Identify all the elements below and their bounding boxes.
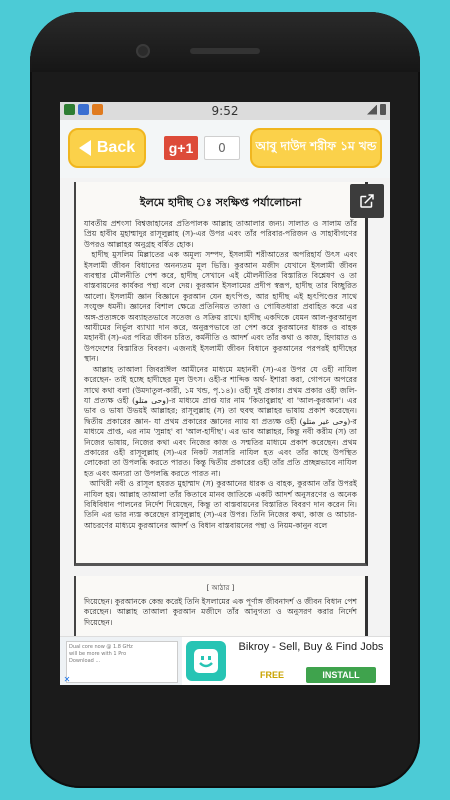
page-2-body-text: দিয়েছেন। কুরআনকে কেন্দ্র করেই তিনি ইসলামের এক পূর্ণাঙ্গ জীবনাদর্শ ও জীবন বিধান পেশ করেছেন। আল্লাহ তাআলা কুরআন মজীদে তাঁর আনুগত্য ও অনুসরণ করার নির্দেশ দিয়েছেন।: [84, 597, 360, 627]
ad-close-icon[interactable]: ✕: [63, 675, 71, 684]
notification-app-icon: [64, 104, 75, 115]
notification-icons: [64, 104, 103, 115]
book-title-button[interactable]: আবু দাউদ শরীফ ১ম খন্ড: [250, 128, 382, 168]
ad-banner[interactable]: [60, 636, 390, 685]
page-number-label: [ আঠার ]: [206, 584, 235, 592]
google-plus-count: 0: [204, 136, 240, 160]
back-label: Back: [96, 139, 136, 156]
status-time: 9:52: [211, 104, 239, 118]
smiley-icon: [192, 647, 220, 675]
ad-free-label: FREE: [260, 670, 285, 680]
app-icon: [92, 104, 103, 115]
ad-thumbnail-frame: [66, 641, 178, 683]
earpiece-speaker: [190, 48, 260, 54]
back-arrow-icon: [79, 140, 91, 156]
telegram-icon: [78, 104, 89, 115]
google-plus-one-button[interactable]: g+1: [164, 136, 198, 160]
google-plus-widget: [164, 136, 240, 160]
open-external-button[interactable]: [350, 184, 384, 218]
signal-icon: [367, 105, 377, 115]
open-external-icon: [358, 192, 376, 210]
phone-screen: [60, 102, 390, 685]
bikroy-app-icon: [186, 641, 226, 681]
front-camera: [136, 44, 150, 58]
ad-title: Bikroy - Sell, Buy & Find Jobs: [238, 641, 384, 653]
app-toolbar: [60, 120, 390, 178]
ad-thumbnail-text: Dual core now @ 1.8 GHz will be more with 1 Pro Download ...: [69, 644, 133, 664]
back-button[interactable]: [68, 128, 146, 168]
document-viewer[interactable]: [60, 178, 390, 636]
document-page: [74, 182, 368, 566]
page-body-text: যাবতীয় প্রশংসা বিশ্বজাহানের প্রতিপালক আল্লাহ তাআলার জন্য। সালাত ও সালাম তাঁর প্রিয় হাবীব মুহাম্মাদুর রাসূলুল্লাহ (স)-এর উপর এবং তাঁর পরিবার-পরিজন ও সাহাবীগণের উপরও আল্লাহর অনুগ্রহ বর্ষিত হোক। হাদীছ মুসলিম মিল্লাতের এক অমূল্য সম্পদ, ইসলামী শরীআতের অপরিহার্য উৎস এবং ইসলামী জীবন বিধানের অনন্যতম মূল ভিত্তি। কুরআন মজীদ যেখানে ইসলামী জীবন ব্যবস্থার মৌলনীতি পেশ করে, হাদীছ সেখানে এই মৌলনীতির বিস্তারিত বিশ্লেষণ ও তা বাস্তবায়নের কার্যকর পন্থা বলে দেয়। কুরআন ইসলামের প্রদীপ স্বরূপ, হাদীছ তার বিচ্ছুরিত আলো। ইসলামী জ্ঞান বিজ্ঞানে কুরআন যেন হৃৎপিণ্ড, আর হাদীছ এই হৃৎপিণ্ডের সাথে সংযুক্ত ধমনী। জ্ঞানের বিশাল ক্ষেত্রে প্রতিনিয়ত তাজা ও পোষিতধারা প্রবাহিত করে এর অঙ্গ-প্রত্যঙ্গকে অব্যাহতভাবে সতেজ ও সক্রিয় রাখে। হাদীছ একদিকে যেমন আল-কুরআনুল আযীমের নির্ভুল ব্যাখ্যা দান করে, অনুরূপভাবে তা পেশ করে কুরআনের ধারক ও বাহক মহানবী (স)-এর পবিত্র জীবন চরিত, কর্মনীতি ও আদর্শ এবং তাঁর কথা ও কাজ, হিদায়াত ও উপদেশের বিস্তারিত বিবরণ। এজন্যই ইসলামী জীবন বিধানে কুরআনের পরপরই হাদীছের স্থান। আল্লাহ তাআলা জিবরাঈল আমীনের মাধ্যমে মহানবী (স)-এর উপর যে ওহী নাযিল করেছেন- তাই হচ্ছে হাদীছের মূল উৎস। ওহী-র শাব্দিক অর্থ- ইশারা করা, গোপনে অপরের সাথে কথা বলা (উমদাতুল-কারী, ১ম খন্ড, পৃ.১৪)। ওহী দুই প্রকার। প্রথম প্রকার ওহী জলি- যা প্রত্যক্ষ ওহী (وحى متلو)-র মাধ্যমে প্রাপ্ত যার নাম 'কিতাবুল্লাহ' বা 'আল-কুরআন'। এর ভাব ও ভাষা উভয়ই আল্লাহর; রাসূলুল্লাহ (স) তা হুবহু আল্লাহর ভাষায় প্রকাশ করেছেন। দ্বিতীয় প্রকারের জ্ঞান- যা প্রথম প্রকারের জ্ঞানের ন্যায় যা প্রত্যক্ষ ওহী (وحى غير متلو)-র মাধ্যমে প্রাপ্ত, এর নাম 'সুন্নাহ' বা 'আল-হাদীছ'। এর ভাব আল্লাহর, কিন্তু নবী করীম (স) তা নিজের ভাষায়, নিজের কথা এবং নিজের কাজ ও সম্মতির মাধ্যমে প্রকাশ করেছেন। প্রথম প্রকারের ওহী রাসূলুল্লাহ (স)-এর নিকট সরাসরি নাযিল হত এবং তাঁর কাছে উপস্থিত লোকেরা তা উপলব্ধি করতে পারত। কিন্তু দ্বিতীয় প্রকারের ওহী তাঁর প্রতি প্রচ্ছন্নভাবে নাযিল হত এবং অন্যরা তা উপলব্ধি করতে পারত না। আখিরী নবী ও রাসূল হযরত মুহাম্মাদ (স) কুরআনের ধারক ও বাহক, কুরআন তাঁর উপরই নাযিল হয়। আল্লাহ তাআলা তাঁর কিতাবে মানব জাতিকে একটি আদর্শ অনুসরণের ও অনেক বিধিবিধান পালনের নির্দেশ দিয়েছেন, কিন্তু তা বাস্তবায়নের বিস্তারিত বিবরণ দান করেন নি। তিনি এর ভার ন্যস্ত করেছেন রাসূলুল্লাহ (স)-এর উপর। তিনি নিজের কথা, কাজ ও আচার-আচরণের মাধ্যমে কুরআনের আদর্শ ও বিধান বাস্তবায়নের পন্থা ও নিয়ম-কানুন বলে: [84, 219, 357, 530]
phone-top-bezel: [30, 12, 420, 72]
status-right-icons: [367, 104, 386, 115]
ad-install-button[interactable]: INSTALL: [306, 667, 376, 683]
status-bar: [60, 102, 390, 120]
ad-screenshot-thumbnail: [60, 637, 182, 685]
page-title: ইলমে হাদীছ ঃ সংক্ষিপ্ত পর্যালোচনা: [139, 196, 302, 209]
battery-icon: [380, 104, 386, 115]
